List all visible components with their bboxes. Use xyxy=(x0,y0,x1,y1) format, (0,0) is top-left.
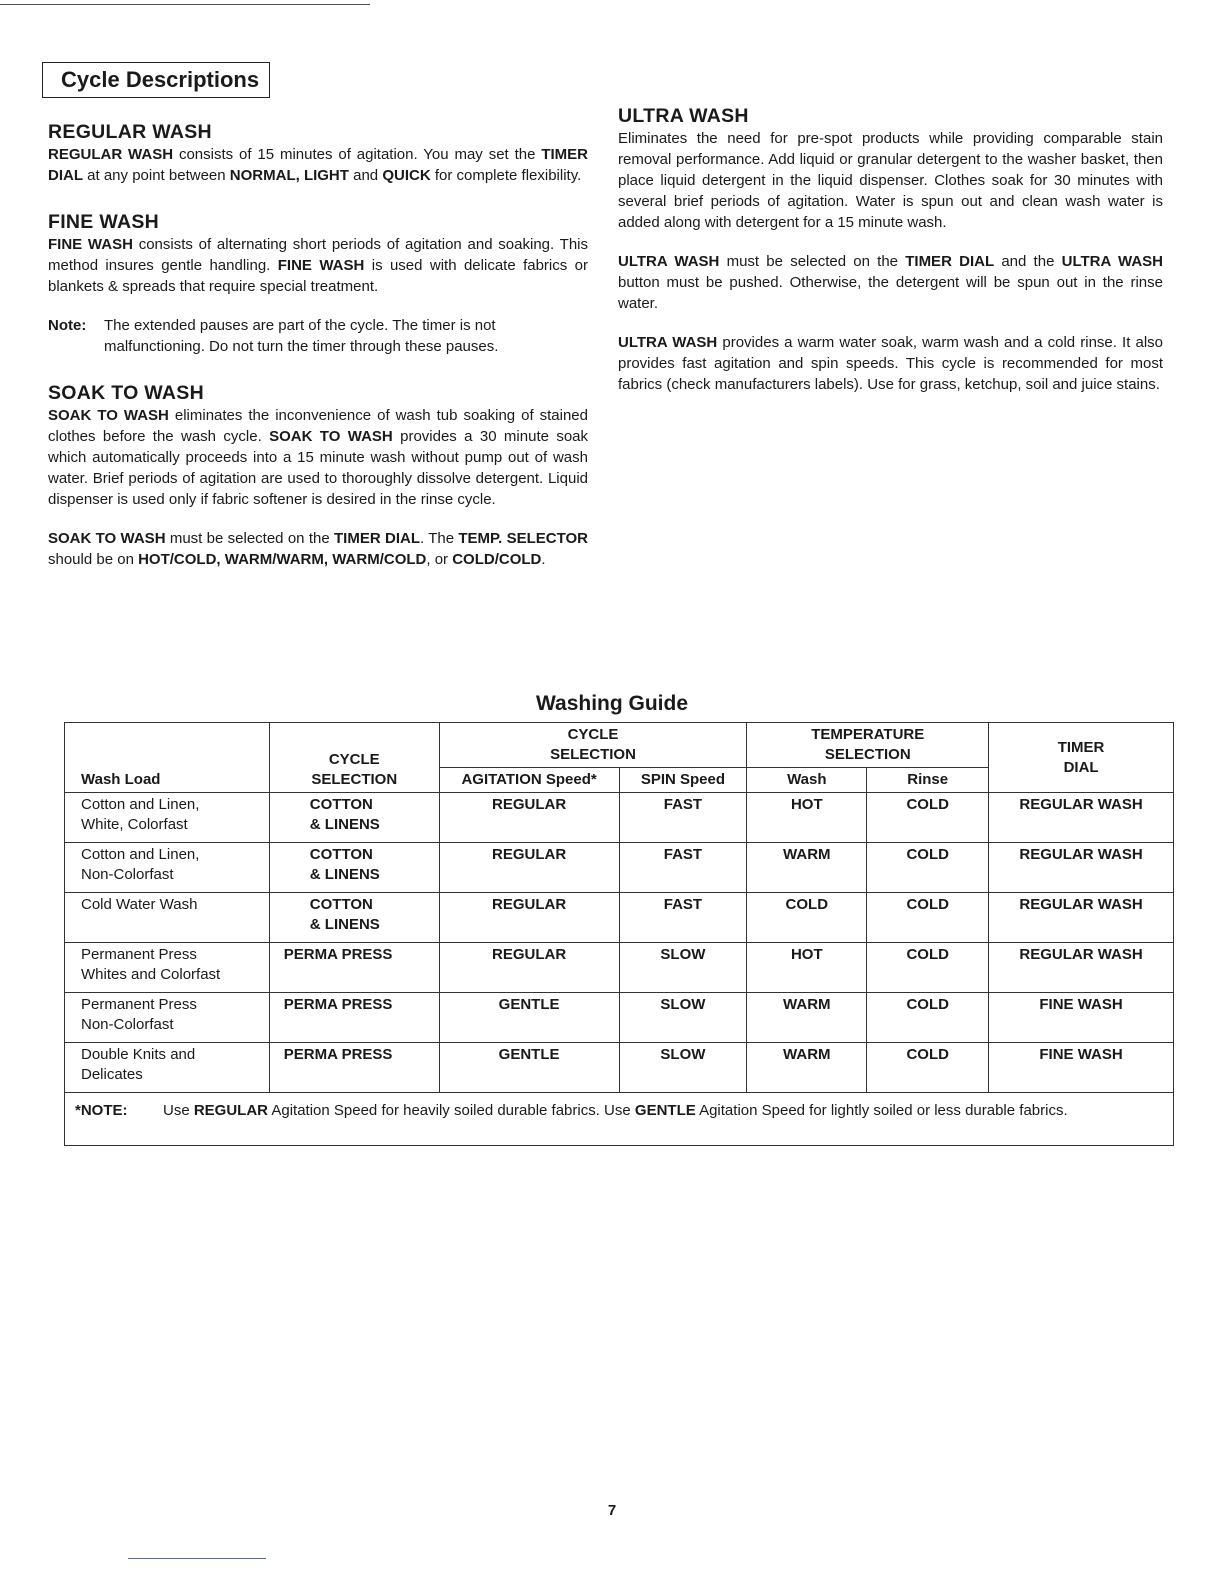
cell-cycle: PERMA PRESS xyxy=(269,1043,439,1093)
header-cycle-selection-group: CYCLE SELECTION xyxy=(439,723,747,768)
footnote-label: *NOTE: xyxy=(75,1102,128,1119)
cell-rinse-temp: COLD xyxy=(867,793,989,843)
table-row xyxy=(65,1043,1174,1093)
table-row xyxy=(65,793,1174,843)
regular-wash-text: REGULAR WASH consists of 15 minutes of agitation. You may set the TIMER DIAL at any point between NORMAL, LIGHT and QUICK for complete flexibility. xyxy=(48,146,588,184)
page-title: Cycle Descriptions xyxy=(42,62,270,98)
cell-agitation: REGULAR xyxy=(439,943,619,993)
fine-wash-note xyxy=(48,315,588,357)
cell-agitation: GENTLE xyxy=(439,1043,619,1093)
cell-agitation: REGULAR xyxy=(439,793,619,843)
soak-to-wash-heading: SOAK TO WASH xyxy=(48,382,205,404)
cell-timer-dial: REGULAR WASH xyxy=(989,893,1174,943)
footnote-text: Use REGULAR Agitation Speed for heavily soiled durable fabrics. Use GENTLE Agitation Speed for lightly soiled or less durable fabrics. xyxy=(163,1102,1068,1119)
left-column xyxy=(48,120,588,588)
cell-spin: SLOW xyxy=(619,943,747,993)
table-row xyxy=(65,943,1174,993)
ultra-wash-instructions: ULTRA WASH must be selected on the TIMER DIAL and the ULTRA WASH button must be pushed. Otherwise, the detergent will be spun out in the rinse water. xyxy=(618,253,1163,312)
cell-timer-dial: FINE WASH xyxy=(989,1043,1174,1093)
cell-timer-dial: FINE WASH xyxy=(989,993,1174,1043)
cell-wash-temp: WARM xyxy=(747,843,867,893)
ultra-wash-heading: ULTRA WASH xyxy=(618,105,749,127)
fine-wash-text: FINE WASH consists of alternating short periods of agitation and soaking. This method insures gentle handling. FINE WASH is used with delicate fabrics or blankets & spreads that require special treatment. xyxy=(48,236,588,295)
table-footnote xyxy=(65,1093,1174,1146)
ultra-wash-text: Eliminates the need for pre-spot products while providing comparable stain removal performance. Add liquid or granular detergent to the washer basket, then place liquid detergent in the liquid dispenser. Clothes soak for 30 minutes with several brief periods of agitation. Water is spun out and clean wash water is added along with detergent for a 15 minute wash. xyxy=(618,130,1163,231)
cell-spin: SLOW xyxy=(619,1043,747,1093)
cell-agitation: REGULAR xyxy=(439,843,619,893)
scan-artifact-line xyxy=(128,1558,266,1559)
ultra-wash-details: ULTRA WASH provides a warm water soak, warm wash and a cold rinse. It also provides fast agitation and spin speeds. This cycle is recommended for most fabrics (check manufacturers labels). Use for grass, ketchup, soil and juice stains. xyxy=(618,334,1163,393)
cell-rinse-temp: COLD xyxy=(867,993,989,1043)
cell-timer-dial: REGULAR WASH xyxy=(989,793,1174,843)
header-cycle-selection: CYCLE SELECTION xyxy=(269,723,439,793)
cell-cycle: PERMA PRESS xyxy=(269,943,439,993)
cell-timer-dial: REGULAR WASH xyxy=(989,843,1174,893)
table-row xyxy=(65,893,1174,943)
cell-timer-dial: REGULAR WASH xyxy=(989,943,1174,993)
scan-artifact-line xyxy=(0,4,370,5)
cell-spin: SLOW xyxy=(619,993,747,1043)
soak-to-wash-text: SOAK TO WASH eliminates the inconvenience of wash tub soaking of stained clothes before the wash cycle. SOAK TO WASH provides a 30 minute soak which automatically proceeds into a 15 minute wash without pump out of wash water. Brief periods of agitation are used to thoroughly dissolve detergent. Liquid dispenser is used only if fabric softener is desired in the rinse cycle. xyxy=(48,407,589,508)
cell-wash-load: Permanent Press Non-Colorfast xyxy=(65,993,270,1043)
header-timer-dial: TIMER DIAL xyxy=(989,723,1174,793)
cell-rinse-temp: COLD xyxy=(867,843,989,893)
table-note-row xyxy=(65,1093,1174,1146)
fine-wash-heading: FINE WASH xyxy=(48,211,160,233)
note-text: The extended pauses are part of the cycle. The timer is not malfunctioning. Do not turn the timer through these pauses. xyxy=(104,317,499,355)
regular-wash-heading: REGULAR WASH xyxy=(48,121,212,143)
washing-guide-table xyxy=(64,722,1174,1146)
cell-cycle: PERMA PRESS xyxy=(269,993,439,1043)
cell-wash-temp: COLD xyxy=(747,893,867,943)
soak-to-wash-instructions: SOAK TO WASH must be selected on the TIMER DIAL. The TEMP. SELECTOR should be on HOT/COLD, WARM/WARM, WARM/COLD, or COLD/COLD. xyxy=(48,530,588,568)
cell-agitation: GENTLE xyxy=(439,993,619,1043)
header-agitation-speed: AGITATION Speed* xyxy=(439,768,619,793)
header-wash-load: Wash Load xyxy=(65,723,270,793)
cell-agitation: REGULAR xyxy=(439,893,619,943)
cell-cycle: COTTON & LINENS xyxy=(269,893,439,943)
header-wash-temp: Wash xyxy=(747,768,867,793)
cell-wash-temp: HOT xyxy=(747,943,867,993)
cell-spin: FAST xyxy=(619,793,747,843)
cell-wash-load: Permanent Press Whites and Colorfast xyxy=(65,943,270,993)
cell-rinse-temp: COLD xyxy=(867,943,989,993)
cell-cycle: COTTON & LINENS xyxy=(269,843,439,893)
cell-cycle: COTTON & LINENS xyxy=(269,793,439,843)
header-spin-speed: SPIN Speed xyxy=(619,768,747,793)
cell-wash-load: Double Knits and Delicates xyxy=(65,1043,270,1093)
cell-spin: FAST xyxy=(619,843,747,893)
note-label: Note: xyxy=(48,317,87,334)
cell-wash-temp: WARM xyxy=(747,1043,867,1093)
cell-wash-load: Cold Water Wash xyxy=(65,893,270,943)
cell-wash-temp: HOT xyxy=(747,793,867,843)
right-column xyxy=(618,104,1163,413)
table-row xyxy=(65,843,1174,893)
cell-rinse-temp: COLD xyxy=(867,1043,989,1093)
cell-wash-load: Cotton and Linen, White, Colorfast xyxy=(65,793,270,843)
cell-wash-load: Cotton and Linen, Non-Colorfast xyxy=(65,843,270,893)
cell-wash-temp: WARM xyxy=(747,993,867,1043)
header-rinse-temp: Rinse xyxy=(867,768,989,793)
header-temperature-selection: TEMPERATURE SELECTION xyxy=(747,723,989,768)
page-number: 7 xyxy=(607,1502,617,1519)
washing-guide-title: Washing Guide xyxy=(535,692,689,715)
table-row xyxy=(65,993,1174,1043)
cell-spin: FAST xyxy=(619,893,747,943)
cell-rinse-temp: COLD xyxy=(867,893,989,943)
